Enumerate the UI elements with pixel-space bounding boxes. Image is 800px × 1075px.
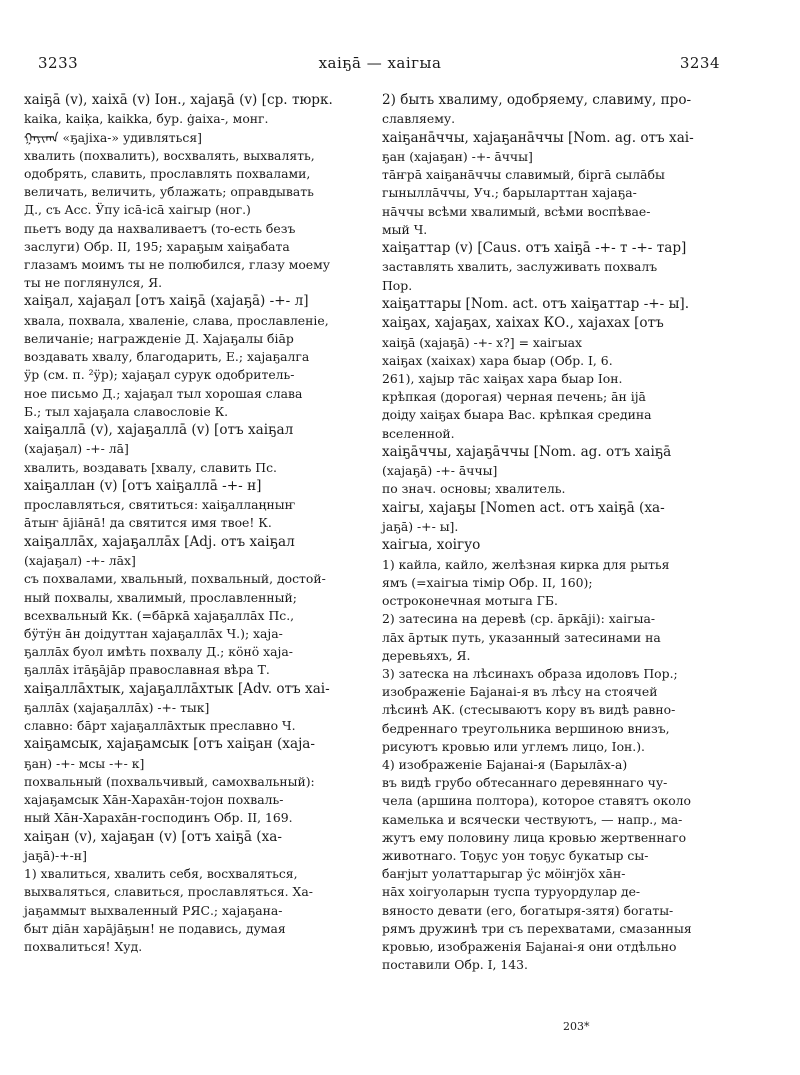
dictionary-entry-haigallahtyk bbox=[24, 680, 380, 736]
entry-text-line: ямъ (=хаігыа тімір Обр. II, 160); bbox=[382, 574, 593, 590]
entry-text-line: лѣсинѣ АК. (стесываютъ кору въ видѣ равно- bbox=[382, 702, 676, 718]
entry-text-line: ҕан (хаjаҕан) -+- āччы] bbox=[382, 149, 533, 165]
entry-text-line: одобрять, славить, прославлять похвалами, bbox=[24, 166, 311, 182]
entry-text-line: поставили Обр. I, 143. bbox=[382, 957, 528, 973]
entry-text-line: ное письмо Д.; хаjаҕал тыл хорошая слава bbox=[24, 385, 303, 401]
left-column bbox=[24, 91, 380, 956]
entry-text-line: (хаjаҕал) -+- лā] bbox=[24, 441, 129, 457]
entry-text-line: гыныллāччы, Уч.; барыларттан хаjаҕа- bbox=[382, 185, 637, 201]
entry-text-line: (хаjаҕал) -+- лāх] bbox=[24, 553, 136, 569]
entry-headword-line: хаіҕанāччы, хаjаҕанāччы [Nom. ag. отъ хаі- bbox=[382, 129, 694, 146]
entry-text-line: лāх āртык путь, указанный затесинами на bbox=[382, 629, 661, 645]
entry-text-line: похвалиться! Худ. bbox=[24, 938, 143, 954]
entry-text-line: глазамъ моимъ ты не полюбился, глазу моему bbox=[24, 257, 331, 273]
entry-text-line: похвальный (похвальчивый, самохвальный): bbox=[24, 773, 315, 789]
entry-text-line: величать, величить, ублажать; оправдывать bbox=[24, 184, 314, 200]
running-header bbox=[0, 54, 800, 78]
entry-text-line: ный похвалы, хвалимый, прославленный; bbox=[24, 589, 297, 605]
entry-text-line: въ видѣ грубо обтесаннаго деревяннаго чу- bbox=[382, 775, 668, 791]
entry-headword-line: хаіҕамсык, хаjаҕамсык [отъ хаіҕан (хаjа- bbox=[24, 736, 315, 753]
entry-text-line: рямъ дружинѣ три съ перехватами, смазанныя bbox=[382, 920, 692, 936]
entry-text-line: 2) затесина на деревѣ (ср. āркājі): хаігыа- bbox=[382, 611, 656, 627]
entry-text-line: Пор. bbox=[382, 277, 413, 293]
entry-text-line: камелька и всячески чествуютъ, — напр., ма- bbox=[382, 811, 683, 827]
entry-text-line: изображеніе Баjанаі-я въ лѣсу на стоячей bbox=[382, 684, 658, 700]
entry-headword-line: хаігыа, хоігуо bbox=[382, 537, 481, 554]
entry-text-line: Д., съ Acc. Ӱпу ісā-ісā хаігыр (ног.) bbox=[24, 202, 251, 218]
entry-text-line: хаіҕā (хаjаҕā) -+- х?] = хаігыах bbox=[382, 334, 582, 350]
dictionary-entry-haigan bbox=[24, 828, 380, 957]
dictionary-entry-haigal bbox=[24, 292, 380, 421]
entry-text-line: величаніе; награжденіе Д. Хаjаҕалы біāр bbox=[24, 331, 294, 347]
entry-text-line: ты не поглянулся, Я. bbox=[24, 275, 163, 291]
right-page-number: 3234 bbox=[679, 54, 720, 72]
entry-text-line: съ похвалами, хвальный, похвальный, достой- bbox=[24, 571, 326, 587]
entry-text-line: всехвальный Кк. (=бāркā хаjаҕаллāх Пс., bbox=[24, 607, 295, 623]
entry-headword-line: хаіҕал, хаjаҕал [отъ хаіҕā (хаjаҕā) -+- л] bbox=[24, 293, 309, 310]
running-title: хаіҕā — хаігыа bbox=[318, 54, 442, 72]
entry-headword-line: хаіҕā (v), хаіхā (v) Іон., хаjаҕā (v) [ср. тюрк. bbox=[24, 92, 333, 108]
entry-headword-line: хаіҕāччы, хаjаҕāччы [Nom. ag. отъ хаіҕā bbox=[382, 443, 672, 460]
dictionary-entry-haigan2 bbox=[382, 91, 738, 129]
dictionary-entry-haigallan bbox=[24, 477, 380, 533]
entry-text-line: славно: бāрт хаjаҕаллāхтык преславно Ч. bbox=[24, 718, 296, 734]
entry-text-line: заслуги) Обр. II, 195; хараҕым хаіҕабата bbox=[24, 238, 290, 254]
entry-text-line: тāҥрā хаіҕанāччы славимый, біргā сылāбы bbox=[382, 167, 665, 183]
entry-text-line: ҕан) -+- мсы -+- к] bbox=[24, 755, 145, 771]
entry-headword-line: хаіҕаттар (v) [Caus. отъ хаіҕā -+- т -+- тар] bbox=[382, 240, 687, 257]
entry-text-line: хвала, похвала, хваленіе, слава, прославленіе, bbox=[24, 312, 329, 328]
entry-text-line: славляему. bbox=[382, 111, 456, 127]
entry-text-line: выхваляться, славиться, прославляться. Ха- bbox=[24, 884, 313, 900]
entry-text-line: āтыҥ ājіāнā! да святится имя твое! К. bbox=[24, 515, 272, 531]
entry-text-line: 1) кайла, кайло, желѣзная кирка для рытья bbox=[382, 556, 670, 572]
entry-text-line: хаіҕах (хаіхах) хара быар (Обр. I, 6. bbox=[382, 352, 613, 368]
dictionary-entry-haigalla bbox=[24, 421, 380, 477]
entry-headword-line: хаіҕан (v), хаjаҕан (v) [отъ хаіҕā (ха- bbox=[24, 828, 282, 845]
entry-text-line: jаҕā)-+-н] bbox=[24, 847, 87, 863]
entry-text-line: прославляться, святиться: хаіҕаллаңныҥ bbox=[24, 497, 296, 513]
entry-text-line: остроконечная мотыга ГБ. bbox=[382, 593, 558, 609]
entry-text-line: ҕаллāх (хаjаҕаллāх) -+- тык] bbox=[24, 699, 210, 715]
entry-text-line: 4) изображеніе Баjанаі-я (Барылāх-а) bbox=[382, 756, 628, 772]
entry-text-line: ᠭᠠᠶᠢᠬᠠ «ҕаjіха-» удивляться] bbox=[24, 129, 202, 145]
entry-text-line: вяносто девати (его, богатыря-зятя) богаты- bbox=[382, 902, 674, 918]
entry-headword-line: хаіҕаттары [Nom. act. отъ хаіҕаттар -+- ы]. bbox=[382, 295, 690, 312]
entry-text-line: мый Ч. bbox=[382, 221, 428, 237]
entry-text-line: ӱр (см. п. ²ӱр); хаjаҕал сурук одобритель- bbox=[24, 367, 295, 383]
entry-text-line: кровью, изображенія Баjанаі-я они отдѣльно bbox=[382, 938, 677, 954]
dictionary-entry-haiganachchy bbox=[382, 129, 738, 239]
entry-text-line: пьетъ воду да нахваливаетъ (то-есть безъ bbox=[24, 220, 296, 236]
entry-headword-line: хаіҕаллāхтык, хаjаҕаллāхтык [Adv. отъ хаі- bbox=[24, 680, 330, 697]
signature-mark: 203* bbox=[563, 1020, 590, 1033]
entry-text-line: бедреннаго треугольника вершиною внизъ, bbox=[382, 720, 670, 736]
entry-text-line: жутъ ему половину лица кровью жертвеннаго bbox=[382, 829, 687, 845]
entry-text-line: 261), хаjыр тāс хаіҕах хара быар Іон. bbox=[382, 371, 623, 387]
entry-text-line: бӱтӱн āн доідуттан хаjаҕаллāх Ч.); хаjа- bbox=[24, 625, 283, 641]
entry-text-line: баҥjыт уолаттарыгар ӱс мӧіҥjӧх хāн- bbox=[382, 866, 626, 882]
dictionary-entry-haigattar bbox=[382, 239, 738, 295]
entry-text-line: ҕаллāх ітāҕājāр православная вѣра Т. bbox=[24, 662, 270, 678]
left-page-number: 3233 bbox=[38, 54, 79, 72]
entry-text-line: воздавать хвалу, благодарить, Е.; хаjаҕалга bbox=[24, 349, 310, 365]
entry-text-line: нāччы всѣми хвалимый, всѣми воспѣвае- bbox=[382, 203, 651, 219]
dictionary-entry-haigya bbox=[382, 536, 738, 974]
entry-headword-line: хаіҕах, хаjаҕах, хаіхах КО., хаjахах [отъ bbox=[382, 315, 664, 332]
dictionary-entry-haigallah bbox=[24, 533, 380, 680]
entry-text-line: деревьяхъ, Я. bbox=[382, 647, 471, 663]
entry-text-line: рисуютъ кровью или углемъ лицо, Іон.). bbox=[382, 738, 645, 754]
dictionary-entry-haigachchy bbox=[382, 443, 738, 499]
entry-headword-line: хаіҕаллāх, хаjаҕаллāх [Adj. отъ хаіҕал bbox=[24, 533, 295, 550]
dictionary-entry-haigattary bbox=[382, 295, 738, 314]
entry-text-line: jаҕā) -+- ы]. bbox=[382, 519, 459, 535]
entry-text-line: чела (аршина полтора), которое ставятъ около bbox=[382, 793, 691, 809]
entry-text-line: заставлять хвалить, заслуживать похвалъ bbox=[382, 259, 658, 275]
entry-text-line: хаjаҕамсык Хāн-Харахāн-тоjон похваль- bbox=[24, 792, 284, 808]
entry-text-line: крѣпкая (дорогая) черная печень; āн іjā bbox=[382, 389, 646, 405]
entry-headword-line: хаіҕаллā (v), хаjаҕаллā (v) [отъ хаіҕал bbox=[24, 422, 294, 439]
entry-text-line: хвалить, воздавать [хвалу, славить Пс. bbox=[24, 459, 277, 475]
entry-text-line: доіду хаіҕах быара Вас. крѣпкая средина bbox=[382, 407, 652, 423]
entry-text-line: ҕаллāх буол имѣть похвалу Д.; кӧнӧ хаjа- bbox=[24, 644, 293, 660]
entry-headword-line: хаігы, хаjаҕы [Nomen act. отъ хаіҕā (ха- bbox=[382, 499, 665, 516]
entry-text-line: нāх хоігуоларын туспа туруордулар де- bbox=[382, 884, 641, 900]
dictionary-entry-haigamsyk bbox=[24, 735, 380, 827]
dictionary-entry-haigah bbox=[382, 314, 738, 443]
entry-text-line: вселенной. bbox=[382, 425, 455, 441]
entry-text-line: 3) затеска на лѣсинахъ образа идоловъ Пор.; bbox=[382, 665, 678, 681]
entry-text-line: быт діāн харājāҕын! не подавись, думая bbox=[24, 920, 286, 936]
right-column bbox=[382, 91, 738, 974]
dictionary-entry-haiga bbox=[24, 91, 380, 292]
entry-headword-line: 2) быть хвалиму, одобряему, славиму, про- bbox=[382, 92, 692, 108]
entry-text-line: jаҕаммыт выхваленный РЯС.; хаjаҕана- bbox=[24, 902, 283, 918]
entry-text-line: животнаго. Тоҕус уон тоҕус букатыр сы- bbox=[382, 847, 649, 863]
dictionary-entry-haigy bbox=[382, 499, 738, 537]
entry-text-line: ный Хāн-Харахāн-господинъ Обр. II, 169. bbox=[24, 810, 293, 826]
entry-text-line: Б.; тыл хаjаҕала славословіе К. bbox=[24, 403, 229, 419]
entry-text-line: по знач. основы; хвалитель. bbox=[382, 481, 566, 497]
entry-text-line: 1) хвалиться, хвалить себя, восхваляться, bbox=[24, 866, 298, 882]
entry-text-line: kaika, kaiḳa, kaikka, бур. ġaiха-, монг. bbox=[24, 111, 269, 127]
entry-text-line: хвалить (похвалить), восхвалять, выхвалять, bbox=[24, 147, 315, 163]
entry-headword-line: хаіҕаллан (v) [отъ хаіҕаллā -+- н] bbox=[24, 477, 262, 494]
entry-text-line: (хаjаҕā) -+- āччы] bbox=[382, 463, 498, 479]
